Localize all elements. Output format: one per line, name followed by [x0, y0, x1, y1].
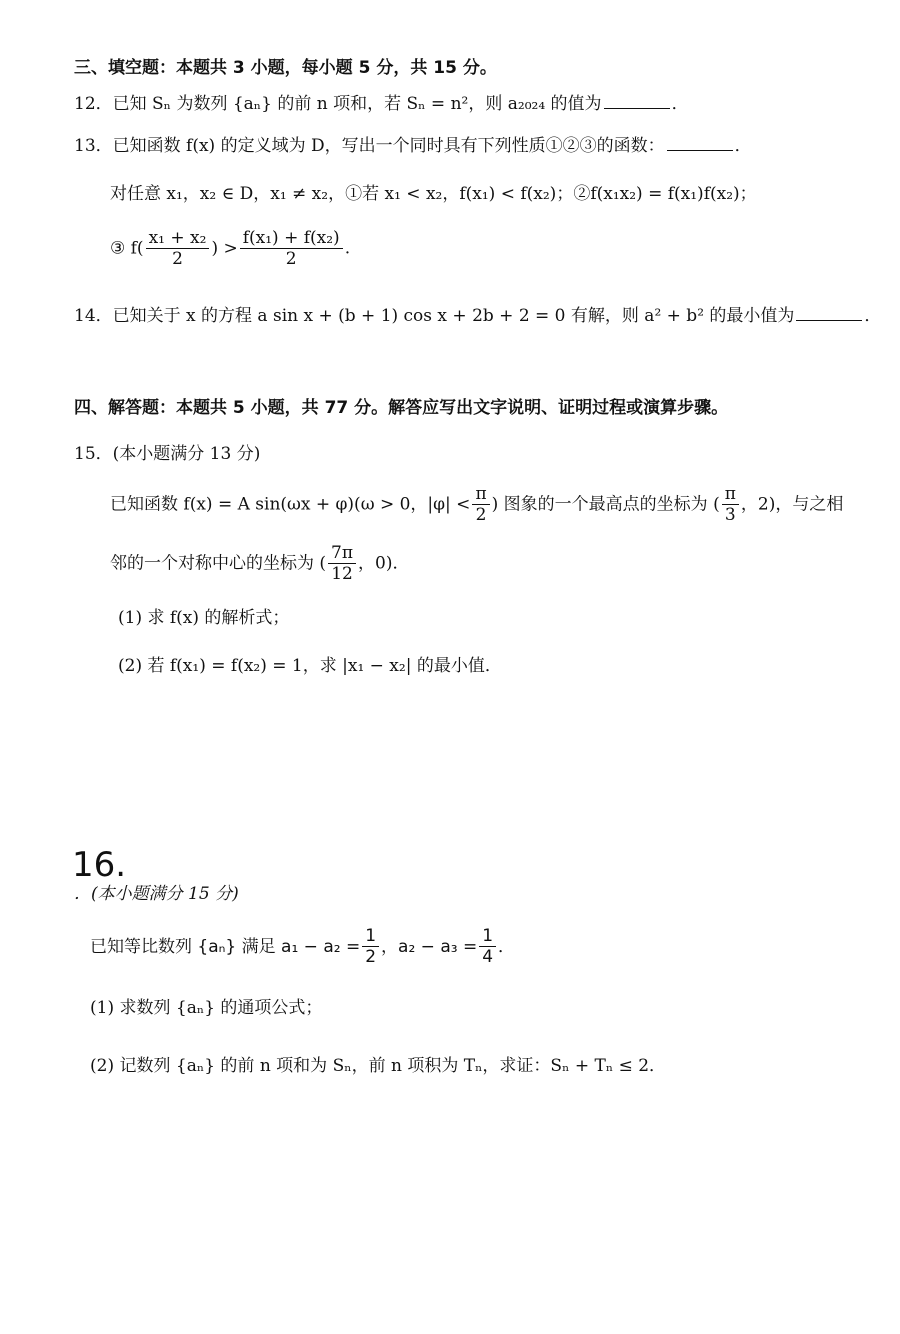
answer-blank-14[interactable]: [796, 306, 862, 321]
fraction-numerator: f(x₁) + f(x₂): [240, 230, 343, 249]
fraction-denominator: 2: [172, 249, 183, 269]
fraction-numerator: π: [472, 486, 489, 505]
q15-line2-part-a: 邻的一个对称中心的坐标为 (: [110, 553, 327, 574]
fraction-numerator: 7π: [328, 545, 356, 564]
fraction-numerator: 1: [479, 928, 496, 947]
fraction-denominator: 12: [331, 564, 353, 584]
question-16-part-2: (2) 记数列 {aₙ} 的前 n 项和为 Sₙ，前 n 项积为 Tₙ，求证：Sₙ + Tₙ ≤ 2．: [90, 1056, 667, 1076]
question-12-end: ．: [671, 94, 689, 114]
fraction-denominator: 2: [475, 505, 487, 525]
question-13-condition-3: [110, 230, 350, 268]
question-14-end: ．: [864, 306, 882, 326]
answer-blank-12[interactable]: [604, 94, 670, 109]
q15-line1-part-b: ) 图象的一个最高点的坐标为 (: [491, 494, 720, 515]
q15-line1-part-c: ，2)，与之相: [740, 494, 844, 515]
question-13: [74, 136, 752, 155]
cond3-middle: ) >: [211, 238, 238, 259]
question-13-conditions: 对任意 x₁，x₂ ∈ D，x₁ ≠ x₂，①若 x₁ < x₂，f(x₁) < f(x₂)；②f(x₁x₂) = f(x₁)f(x₂)；: [110, 184, 757, 204]
cond3-end: .: [344, 238, 351, 259]
question-15-part-2: (2) 若 f(x₁) = f(x₂) = 1，求 |x₁ − x₂| 的最小值．: [118, 656, 502, 676]
cond3-prefix: ③ f(: [110, 238, 144, 259]
cond3-fraction-right: [240, 230, 343, 268]
question-13-text: 13．已知函数 f(x) 的定义域为 D，写出一个同时具有下列性质①②③的函数：: [74, 136, 665, 156]
question-15-title: 15．(本小题满分 13 分): [74, 444, 261, 464]
question-12-text: 12．已知 Sₙ 为数列 {aₙ} 的前 n 项和，若 Sₙ = n²，则 a₂₀₂₄ 的值为: [74, 94, 602, 114]
cond3-fraction-left: [146, 230, 210, 268]
q15-line2-part-b: ，0)．: [358, 553, 410, 574]
question-16-number: 16.: [72, 845, 127, 885]
question-16-part-1: (1) 求数列 {aₙ} 的通项公式；: [90, 998, 323, 1018]
q15-fraction-pi-3: [722, 486, 739, 524]
section-4-heading: 四、解答题：本题共 5 小题，共 77 分。解答应写出文字说明、证明过程或演算步骤。: [74, 398, 729, 418]
question-15-line-1: [110, 486, 843, 524]
q15-line1-part-a: 已知函数 f(x) = A sin(ωx + φ)(ω > 0，|φ| <: [110, 494, 471, 515]
question-15-part-1: (1) 求 f(x) 的解析式；: [118, 608, 290, 628]
question-16-title: ．(本小题满分 15 分): [74, 884, 239, 904]
q15-fraction-7pi-12: [328, 545, 356, 583]
q16-fraction-1-2: [362, 928, 379, 966]
section-3-heading: 三、填空题：本题共 3 小题，每小题 5 分，共 15 分。: [74, 58, 497, 78]
answer-blank-13[interactable]: [667, 136, 733, 151]
question-12: [74, 94, 689, 113]
q16-fraction-1-4: [479, 928, 496, 966]
fraction-numerator: 1: [362, 928, 379, 947]
fraction-denominator: 4: [482, 947, 494, 967]
q16-line1-part-c: ．: [498, 937, 516, 957]
fraction-denominator: 2: [365, 947, 377, 967]
q15-fraction-pi-2: [472, 486, 489, 524]
q16-line1-part-a: 已知等比数列 {aₙ} 满足 a₁ − a₂ =: [90, 937, 361, 957]
question-15-line-2: [110, 545, 410, 583]
q16-line1-part-b: ，a₂ − a₃ =: [381, 937, 478, 957]
question-14: [74, 306, 881, 325]
fraction-numerator: x₁ + x₂: [146, 230, 210, 249]
fraction-denominator: 3: [724, 505, 736, 525]
fraction-numerator: π: [722, 486, 739, 505]
question-14-text: 14．已知关于 x 的方程 a sin x + (b + 1) cos x + 2b + 2 = 0 有解，则 a² + b² 的最小值为: [74, 306, 795, 326]
question-13-end: ．: [734, 136, 752, 156]
fraction-denominator: 2: [285, 249, 297, 269]
question-16-line-1: [90, 928, 515, 966]
